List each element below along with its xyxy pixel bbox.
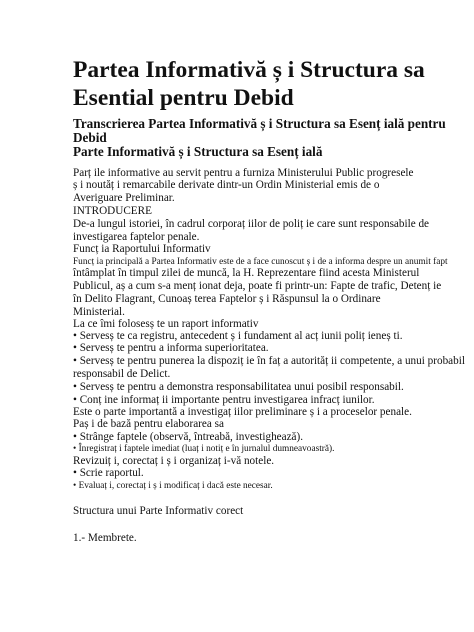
document-title [73,56,453,112]
body-line: investigarea faptelor penale. [73,231,200,243]
bullet-item: • Evaluaț i, corectaț i ș i modificaț i dacă este necesar. [73,481,273,491]
bullet-item: • Servesș te pentru a demonstra responsabilitatea unui posibil responsabil. [73,381,404,393]
body-line: în Delito Flagrant, Cunoaș terea Faptelor ș i Răspunsul la o Ordinare [73,293,381,305]
body-line: Revizuiț i, corectaț i ș i organizaț i-vă notele. [73,455,275,467]
section-heading: La ce îmi folosesș te un raport informativ [73,318,259,330]
subtitle-line-1: Transcrierea Partea Informativă ș i Structura sa Esenț ială pentru [73,116,446,131]
body-line: Averiguare Preliminar. [73,192,175,204]
title-line-1: Partea Informativă ș i Structura sa [73,57,425,83]
bullet-item: • Servesș te pentru a informa superioritatea. [73,342,269,354]
document-subtitle [73,117,453,159]
bullet-item: • Servesș te pentru punerea la dispoziț ie în faț a autorităț ii competente, a unui probabil [73,355,465,367]
section-heading: INTRODUCERE [73,205,152,217]
section-heading: Funcț ia Raportului Informativ [73,243,211,255]
section-heading: Paș i de bază pentru elaborarea sa [73,418,224,430]
list-item: 1.- Membrete. [73,532,137,544]
body-line: Funcț ia principală a Partea Informativ este de a face cunoscut ș i de a informa despre un anumit fapt [73,257,448,267]
section-heading: Structura unui Parte Informativ corect [73,505,244,517]
bullet-item: • Strânge faptele (observă, întreabă, investighează). [73,431,304,443]
title-line-2: Esential pentru Debid [73,85,294,111]
body-line: ș i noutăț i remarcabile derivate dintr-un Ordin Ministerial emis de o [73,179,380,191]
bullet-item: • Scrie raportul. [73,467,144,479]
body-line: Este o parte importantă a investigaț iilor preliminare ș i a proceselor penale. [73,406,412,418]
bullet-item: • Înregistraț i faptele imediat (luaț i notiț e în jurnalul dumneavoastră). [73,444,335,454]
body-line: Parț ile informative au servit pentru a furniza Ministerului Public progresele [73,167,414,179]
subtitle-line-2: Debid [73,130,107,145]
bullet-item: • Servesș te ca registru, antecedent ș i fundament al acț iunii poliț ieneș ti. [73,330,403,342]
body-line: De-a lungul istoriei, în cadrul corporaț iilor de poliț ie care sunt responsabile de [73,218,430,230]
body-line: întâmplat în timpul zilei de muncă, la H. Reprezentare fiind acesta Ministerul [73,267,420,279]
subtitle-line-3: Parte Informativă ș i Structura sa Esenț ială [73,144,323,159]
body-line: Publicul, aș a cum s-a menț ionat deja, poate fi printr-un: Fapte de trafic, Detenț ie [73,280,442,292]
body-line: Ministerial. [73,306,125,318]
bullet-item: • Conț ine informaț ii importante pentru investigarea infracț iunilor. [73,394,375,406]
body-line: responsabil de Delict. [73,368,171,380]
